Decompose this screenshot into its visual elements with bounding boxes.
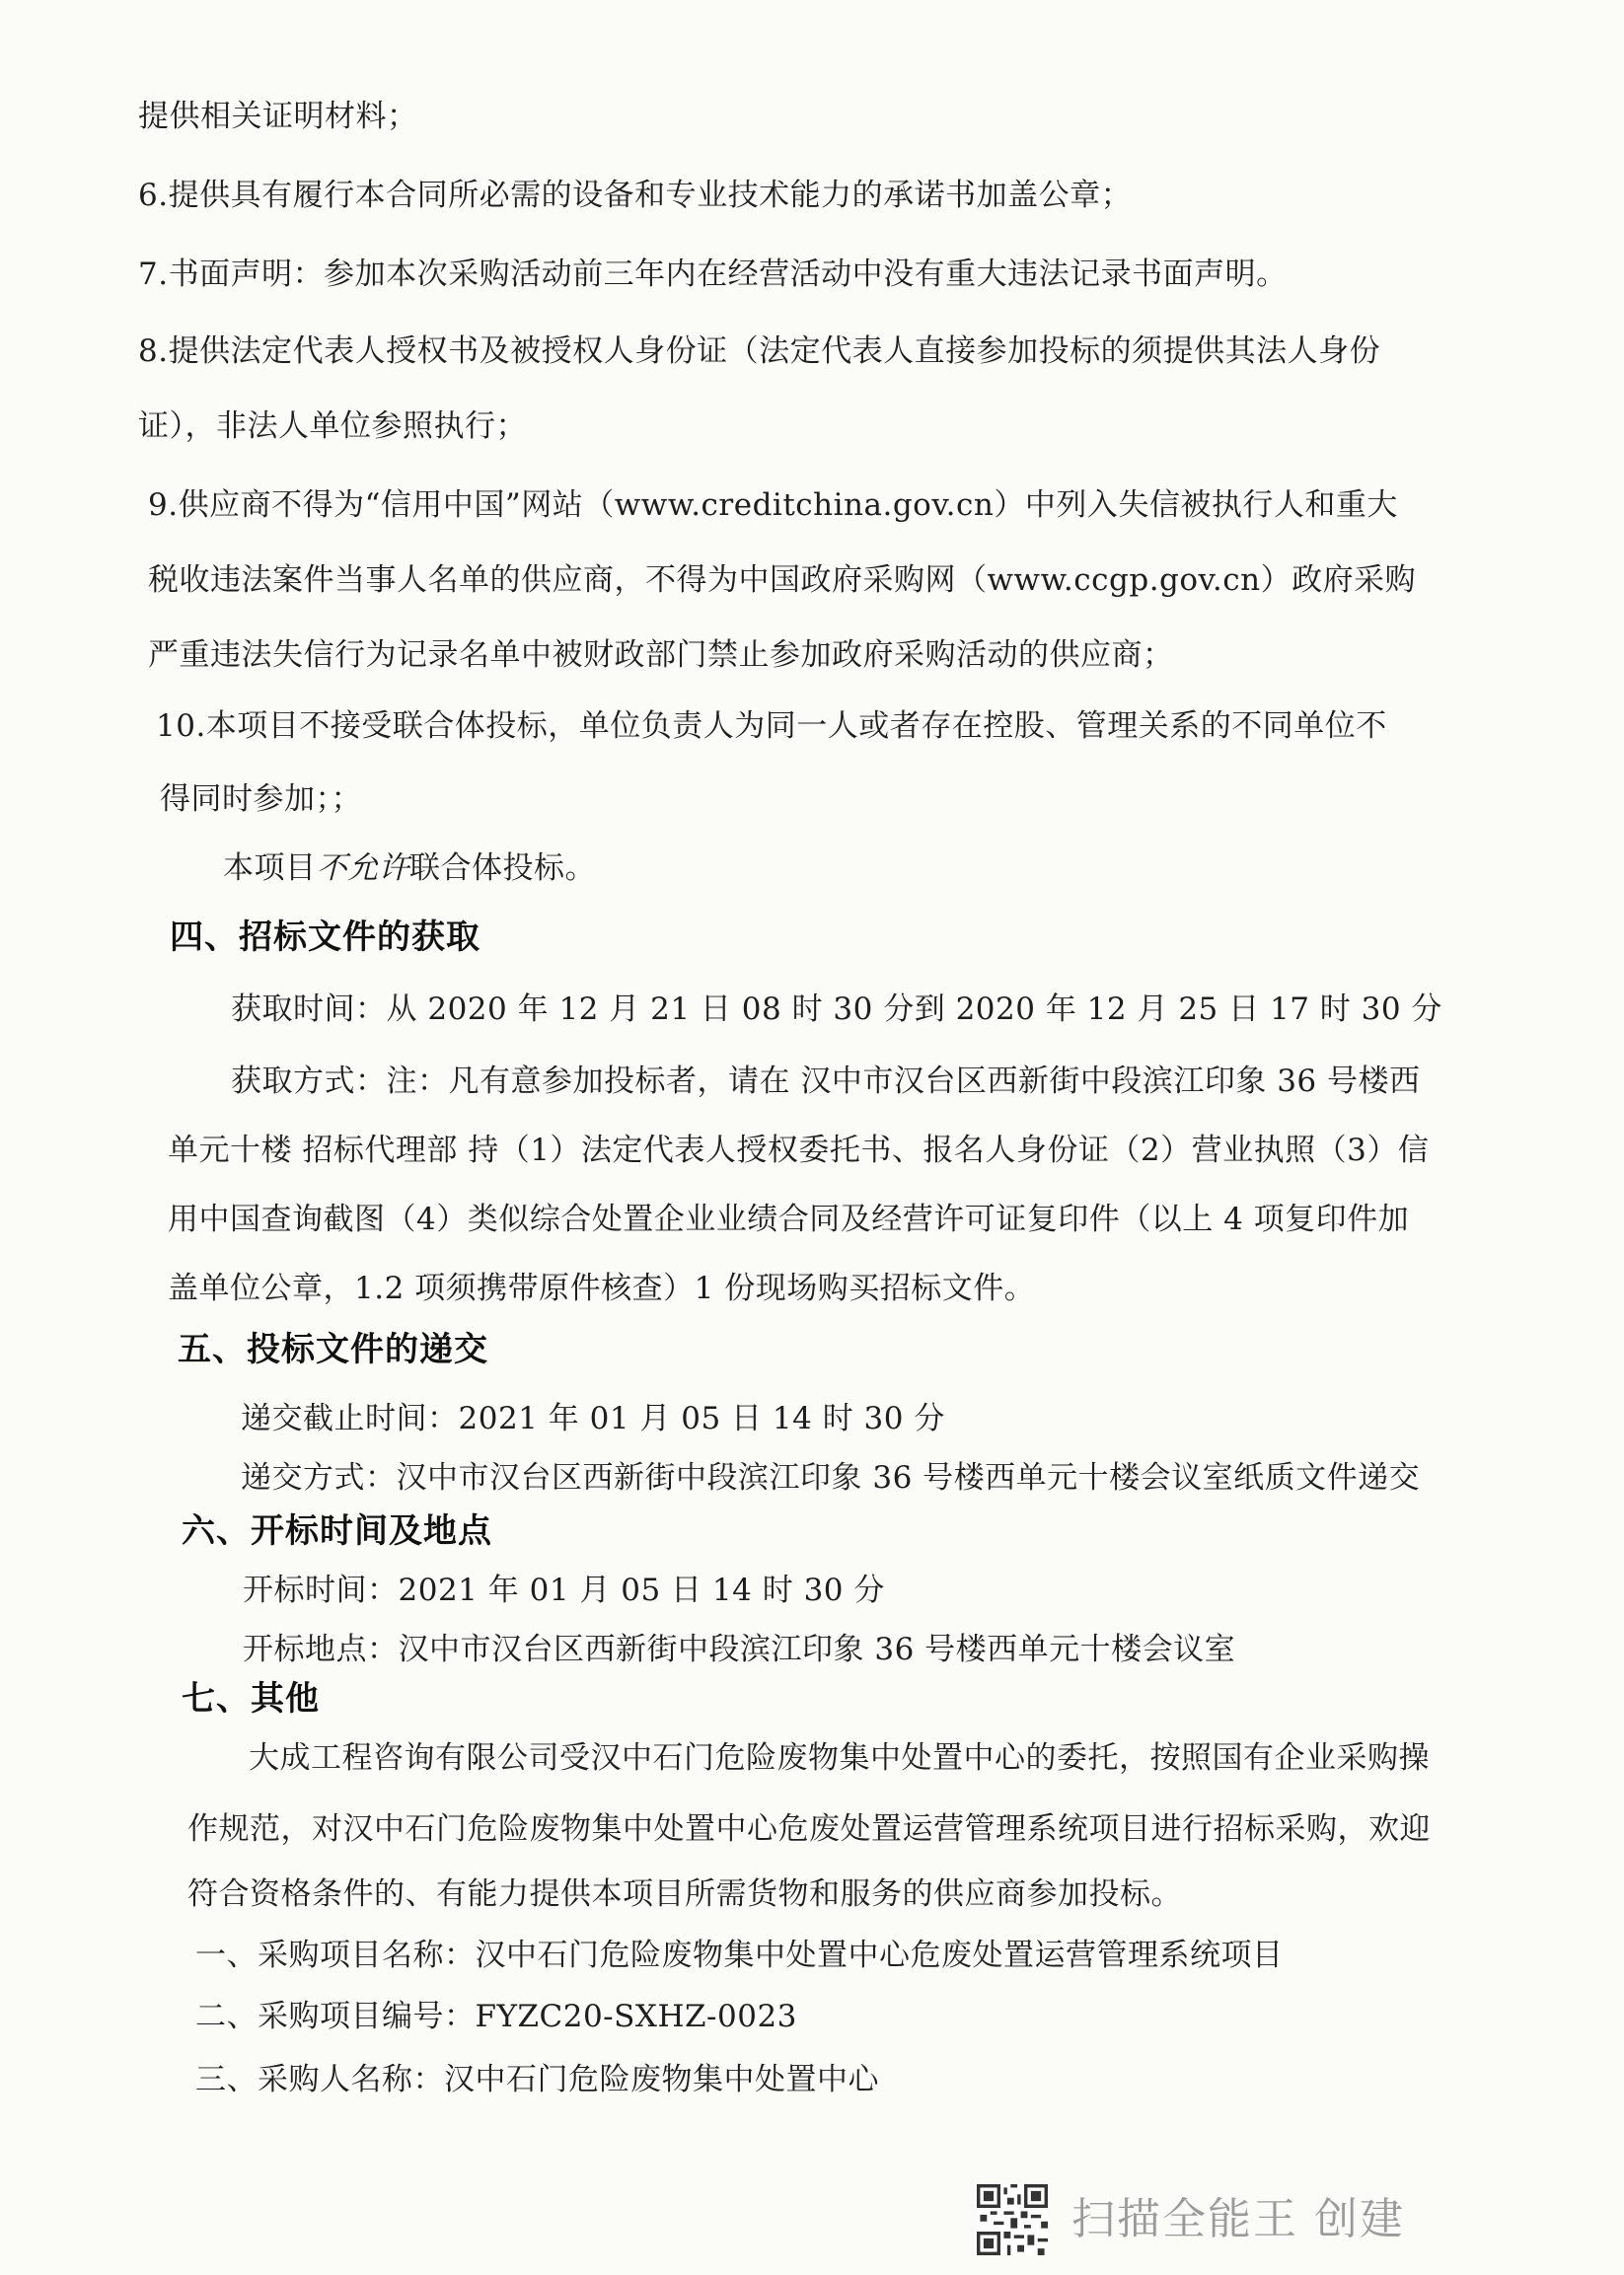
opening-time: 开标时间：2021 年 01 月 05 日 14 时 30 分 [243,1573,885,1608]
opening-place: 开标地点：汉中市汉台区西新街中段滨江印象 36 号楼西单元十楼会议室 [243,1632,1236,1667]
text-line: 提供相关证明材料； [138,99,418,134]
section-6-heading: 六、开标时间及地点 [182,1511,492,1551]
text-line: 10.本项目不接受联合体投标，单位负责人为同一人或者存在控股、管理关系的不同单位不 [156,708,1387,744]
watermark-text: 扫描全能王 创建 [1071,2194,1405,2244]
purchaser-name: 三、采购人名称：汉中石门危险废物集中处置中心 [195,2062,879,2097]
project-name: 一、采购项目名称：汉中石门危险废物集中处置中心危废处置运营管理系统项目 [195,1938,1284,1973]
consortium-statement [223,848,596,888]
submission-method: 递交方式：汉中市汉台区西新街中段滨江印象 36 号楼西单元十楼会议室纸质文件递交 [241,1460,1421,1496]
section-4-heading: 四、招标文件的获取 [170,917,480,957]
acquisition-method-line: 单元十楼 招标代理部 持（1）法定代表人授权委托书、报名人身份证（2）营业执照（3）信 [168,1133,1430,1168]
other-paragraph-line: 符合资格条件的、有能力提供本项目所需货物和服务的供应商参加投标。 [187,1876,1182,1912]
consortium-prefix: 本项目 [223,850,317,886]
text-line: 税收违法案件当事人名单的供应商，不得为中国政府采购网（www.ccgp.gov.cn）政府采购 [148,562,1417,598]
acquisition-time: 获取时间：从 2020 年 12 月 21 日 08 时 30 分到 2020 年 12 月 25 日 17 时 30 分 [231,991,1442,1027]
section-5-heading: 五、投标文件的递交 [178,1330,488,1369]
other-paragraph-line: 作规范，对汉中石门危险废物集中处置中心危废处置运营管理系统项目进行招标采购，欢迎 [187,1811,1431,1847]
text-line: 证），非法人单位参照执行； [138,408,527,444]
text-line: 得同时参加；； [160,781,362,817]
qr-code-icon [977,2184,1048,2255]
section-7-heading: 七、其他 [182,1679,320,1719]
text-line: 严重违法失信行为记录名单中被财政部门禁止参加政府采购活动的供应商； [148,637,1174,673]
text-line: 9.供应商不得为“信用中国”网站（www.creditchina.gov.cn）中列入失信被执行人和重大 [148,487,1398,523]
project-number: 二、采购项目编号：FYZC20-SXHZ-0023 [195,1999,797,2034]
acquisition-method-line: 用中国查询截图（4）类似综合处置企业业绩合同及经营许可证复印件（以上 4 项复印件加 [168,1202,1410,1237]
acquisition-method-line: 获取方式：注：凡有意参加投标者，请在 汉中市汉台区西新街中段滨江印象 36 号楼西 [231,1064,1421,1099]
consortium-suffix: 联合体投标。 [409,850,596,886]
text-line: 7.书面声明：参加本次采购活动前三年内在经营活动中没有重大违法记录书面声明。 [138,257,1288,292]
other-paragraph-line: 大成工程咨询有限公司受汉中石门危险废物集中处置中心的委托，按照国有企业采购操 [249,1740,1430,1776]
text-line: 8.提供法定代表人授权书及被授权人身份证（法定代表人直接参加投标的须提供其法人身份 [138,333,1381,369]
text-line: 6.提供具有履行本合同所必需的设备和专业技术能力的承诺书加盖公章； [138,178,1133,213]
scanner-watermark [977,2180,1490,2269]
acquisition-method-line: 盖单位公章，1.2 项须携带原件核查）1 份现场购买招标文件。 [168,1271,1036,1306]
submission-deadline: 递交截止时间：2021 年 01 月 05 日 14 时 30 分 [241,1401,945,1436]
consortium-emphasis: 不允许 [316,850,409,886]
